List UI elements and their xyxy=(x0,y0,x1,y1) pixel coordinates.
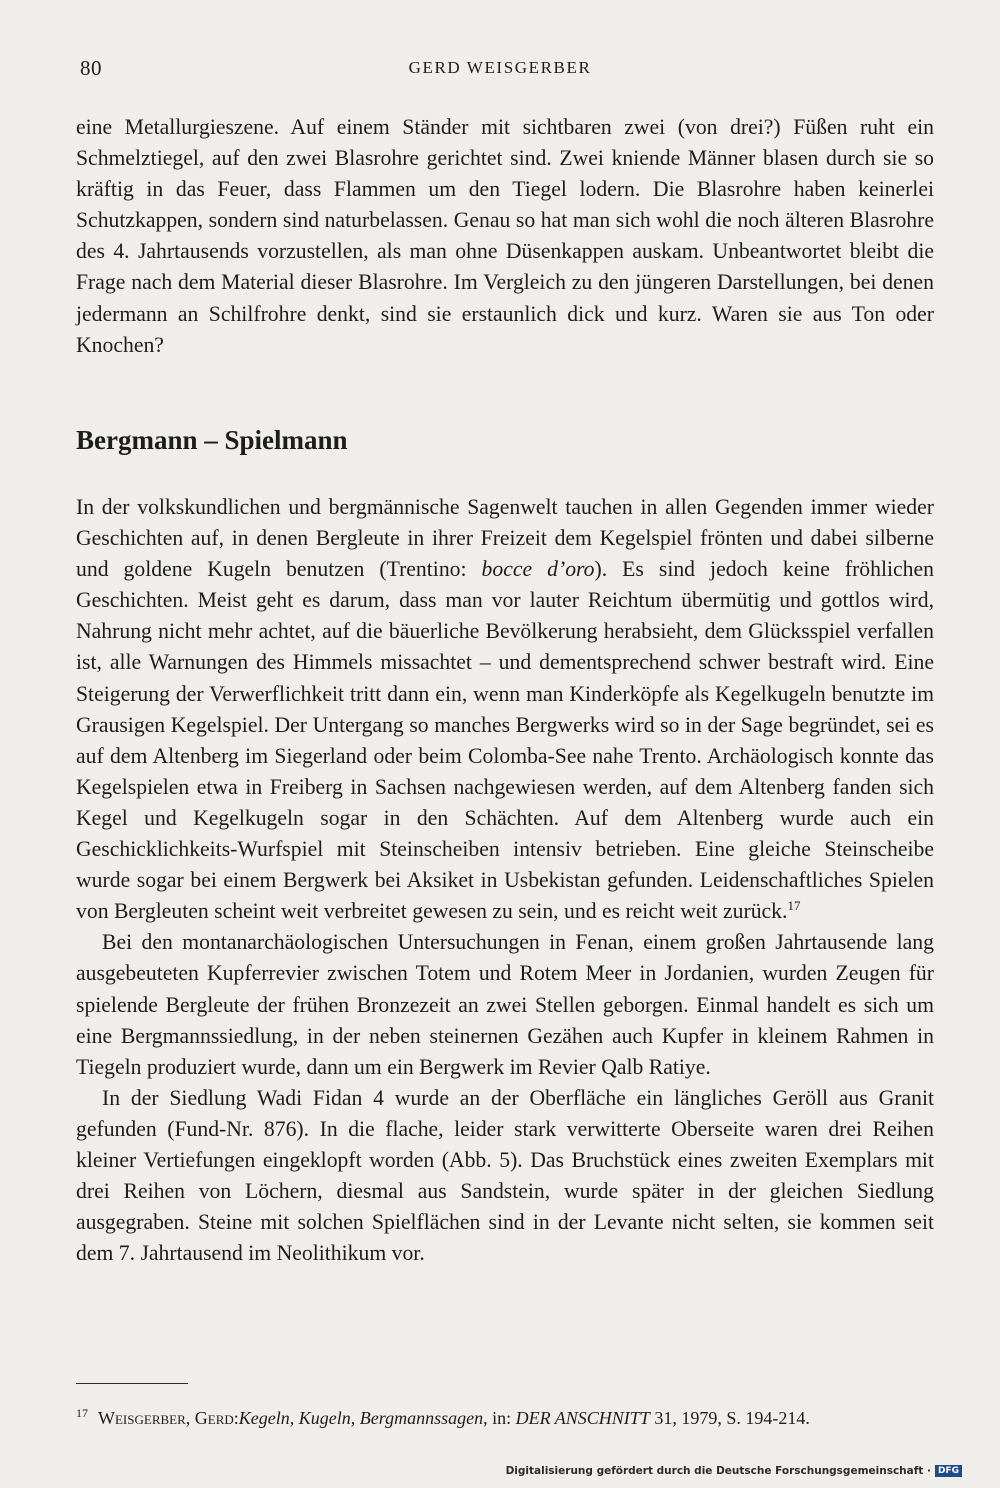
digitization-credit xyxy=(506,1465,962,1477)
paragraph-3: In der Siedlung Wadi Fidan 4 wurde an der Oberfläche ein längliches Geröll aus Granit gefunden (Fund-Nr. 876). In die flache, leider stark verwitterte Oberseite waren drei Reihen kleiner Vertiefungen eingeklopft worden (Abb. 5). Das Bruchstück eines zweiten Exemplars mit drei Reihen von Löchern, diesmal aus Sandstein, wurde später in der gleichen Siedlung ausgegraben. Steine mit solchen Spielflächen sind in der Levante nicht selten, sie kommen seit dem 7. Jahrtausend im Neolithikum vor. xyxy=(76,1085,934,1266)
footnote-divider xyxy=(76,1383,188,1384)
dfg-logo: DFG xyxy=(935,1465,962,1477)
footnote-17 xyxy=(76,1406,934,1430)
running-head: GERD WEISGERBER xyxy=(408,58,592,77)
paragraph-1-text-a: In der volkskundlichen und bergmännische Sagenwelt tauchen in allen Gegenden immer wieder Geschichten auf, in denen Bergleute in ihrer Freizeit dem Kegelspiel frönten und dabei silberne und goldene Kugeln benutzen (Trentino: xyxy=(76,495,934,582)
footnote-reference[interactable]: 17 xyxy=(787,897,801,913)
paragraph-1-text-b: ). Es sind jedoch keine fröhlichen Geschichten. Meist geht es darum, dass man vor lauter Reichtum übermütig und gottlos wird, Nahrung nicht mehr achtet, auf die bäuerliche Bevölkerung herabsieht, dem Glücksspiel verfallen ist, alle Warnungen des Himmels missachtet – und dementsprechend schwer bestraft wird. Eine Steigerung der Verwerflichkeit tritt dann ein, wenn man Kinderköpfe als Kegelkugeln benutzte im Grausigen Kegelspiel. Der Untergang so manches Bergwerks wird so in der Sage begründet, sei es auf dem Altenberg im Siegerland oder beim Colomba-See nahe Trento. Archäologisch konnte das Kegelspielen etwa in Freiberg in Sachsen nachgewiesen werden, auf dem Altenberg fanden sich Kegel und Kegelkugeln sogar in den Schächten. Auf dem Altenberg wurde auch ein Geschicklichkeits-Wurfspiel mit Steinscheiben intensiv betrieben. Eine gleiche Steinscheibe wurde sogar bei einem Bergwerk bei Aksiket in Usbekistan gefunden. Leidenschaftliches Spielen von Bergleuten scheint weit verbreitet gewesen zu sein, und es reicht weit zurück. xyxy=(76,557,934,924)
intro-paragraph-block xyxy=(76,112,934,361)
footnote-rest: 31, 1979, S. 194-214. xyxy=(649,1408,810,1428)
paragraph-2: Bei den montanarchäologischen Untersuchungen in Fenan, einem großen Jahrtausende lang ausgebeuteten Kupferrevier zwischen Totem und Rotem Meer in Jordanien, wurden Zeugen für spielende Bergleute der frühen Bronzezeit an zwei Stellen geborgen. Einmal handelt es sich um eine Bergmannssiedlung, in der neben steinernen Gezähen auch Kupfer in kleinem Rahmen in Tiegeln produziert wurde, dann um ein Bergwerk im Revier Qalb Ratiye. xyxy=(76,930,934,1079)
footnote-in-label: in: xyxy=(487,1408,516,1428)
paragraph-1 xyxy=(76,492,934,927)
section-heading: Bergmann – Spielmann xyxy=(76,425,348,455)
paragraph-1-italic: bocce d’oro xyxy=(481,557,595,582)
footnote-journal: DER ANSCHNITT xyxy=(515,1408,650,1428)
footnote-author: Weisgerber, Gerd: xyxy=(98,1408,239,1428)
page-number: 80 xyxy=(80,56,102,80)
intro-paragraph: eine Metallurgieszene. Auf einem Ständer mit sichtbaren zwei (von drei?) Füßen ruht ein Schmelztiegel, auf den zwei Blasrohre gerichtet sind. Zwei kniende Männer blasen durch sie so kräftig in das Feuer, dass Flammen um den Tiegel lodern. Die Blasrohre haben keinerlei Schutzkappen, sondern sind naturbelassen. Genau so hat man sich wohl die noch älteren Blasrohre des 4. Jahrtausends vorzustellen, als man ohne Düsenkappen auskam. Unbeantwortet bleibt die Frage nach dem Material dieser Blasrohre. Im Vergleich zu den jüngeren Darstellungen, bei denen jedermann an Schilfrohre denkt, sind sie erstaunlich dick und kurz. Waren sie aus Ton oder Knochen? xyxy=(76,115,934,357)
main-text-block xyxy=(76,492,934,1269)
footnote-title: Kegeln, Kugeln, Bergmannssagen, xyxy=(238,1408,488,1428)
credit-text: Digitalisierung gefördert durch die Deutsche Forschungsgemeinschaft · xyxy=(505,1465,931,1477)
footnote-number: 17 xyxy=(76,1406,88,1420)
